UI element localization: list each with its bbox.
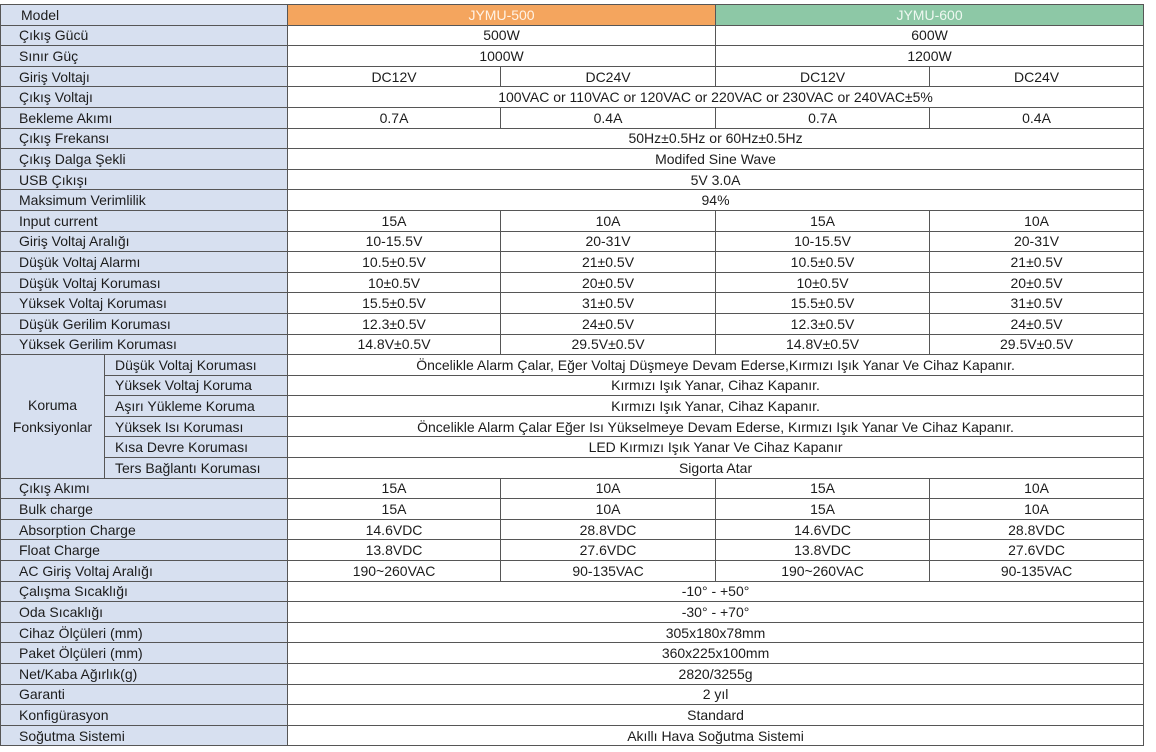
protection-value: Öncelikle Alarm Çalar, Eğer Voltaj Düşmeye Devam Ederse,Kırmızı Işık Yanar Ve Cihaz Kapanır. <box>288 355 1144 376</box>
cell-value: 21±0.5V <box>930 252 1144 273</box>
protection-label: Aşırı Yükleme Koruma <box>105 396 288 417</box>
table-row <box>1 622 1144 643</box>
cell-value: 24±0.5V <box>501 313 716 334</box>
cell-value: 10.5±0.5V <box>288 252 501 273</box>
table-row <box>1 684 1144 705</box>
table-row <box>1 87 1144 108</box>
row-label: Düşük Gerilim Koruması <box>1 313 288 334</box>
cell-value: 10±0.5V <box>716 272 930 293</box>
cell-value: 15A <box>716 499 930 520</box>
header-label: Model <box>1 5 288 26</box>
table-row <box>1 25 1144 46</box>
header-row <box>1 5 1144 26</box>
table-row <box>1 128 1144 149</box>
cell-value: 29.5V±0.5V <box>501 334 716 355</box>
cell-value: 360x225x100mm <box>288 643 1144 664</box>
table-row <box>1 210 1144 231</box>
cell-value: 1000W <box>288 46 716 67</box>
spec-table <box>0 4 1144 746</box>
row-label: Konfigürasyon <box>1 705 288 726</box>
row-label: USB Çıkışı <box>1 169 288 190</box>
cell-value: 27.6VDC <box>501 540 716 561</box>
cell-value: 50Hz±0.5Hz or 60Hz±0.5Hz <box>288 128 1144 149</box>
table-row <box>1 519 1144 540</box>
cell-value: 10A <box>930 499 1144 520</box>
protection-group-line1: Koruma <box>27 397 78 414</box>
cell-value: Standard <box>288 705 1144 726</box>
table-row <box>1 478 1144 499</box>
cell-value: 0.4A <box>930 107 1144 128</box>
row-label: Bulk charge <box>1 499 288 520</box>
cell-value: 305x180x78mm <box>288 622 1144 643</box>
cell-value: 27.6VDC <box>930 540 1144 561</box>
table-row <box>1 705 1144 726</box>
cell-value: 15A <box>716 478 930 499</box>
cell-value: 600W <box>716 25 1144 46</box>
row-label: Input current <box>1 210 288 231</box>
cell-value: 0.7A <box>288 107 501 128</box>
protection-value: Öncelikle Alarm Çalar Eğer Isı Yükselmeye Devam Ederse, Kırmızı Işık Yanar Ve Cihaz Kapanır. <box>288 416 1144 437</box>
cell-value: 21±0.5V <box>501 252 716 273</box>
protection-value: Kırmızı Işık Yanar, Cihaz Kapanır. <box>288 375 1144 396</box>
cell-value: 13.8VDC <box>716 540 930 561</box>
row-label: Paket Ölçüleri (mm) <box>1 643 288 664</box>
row-label: Düşük Voltaj Koruması <box>1 272 288 293</box>
protection-value: Kırmızı Işık Yanar, Cihaz Kapanır. <box>288 396 1144 417</box>
row-label: Soğutma Sistemi <box>1 725 288 746</box>
cell-value: DC24V <box>501 66 716 87</box>
row-label: Giriş Voltaj Aralığı <box>1 231 288 252</box>
cell-value: 20±0.5V <box>930 272 1144 293</box>
table-row <box>1 190 1144 211</box>
protection-row <box>1 396 1144 417</box>
cell-value: 0.7A <box>716 107 930 128</box>
cell-value: 15A <box>288 210 501 231</box>
cell-value: 10A <box>930 210 1144 231</box>
protection-label: Yüksek Isı Koruması <box>105 416 288 437</box>
table-row <box>1 66 1144 87</box>
cell-value: 10A <box>501 210 716 231</box>
protection-label: Düşük Voltaj Koruması <box>105 355 288 376</box>
protection-row <box>1 416 1144 437</box>
row-label: Yüksek Voltaj Koruması <box>1 293 288 314</box>
table-row <box>1 46 1144 67</box>
cell-value: 31±0.5V <box>930 293 1144 314</box>
table-row <box>1 561 1144 582</box>
protection-label: Kısa Devre Koruması <box>105 437 288 458</box>
cell-value: -10° - +50° <box>288 581 1144 602</box>
row-label: Absorption Charge <box>1 519 288 540</box>
cell-value: 10A <box>501 478 716 499</box>
cell-value: 14.8V±0.5V <box>288 334 501 355</box>
cell-value: 12.3±0.5V <box>288 313 501 334</box>
cell-value: 20-31V <box>501 231 716 252</box>
table-row <box>1 499 1144 520</box>
cell-value: 28.8VDC <box>501 519 716 540</box>
cell-value: DC24V <box>930 66 1144 87</box>
cell-value: 15.5±0.5V <box>288 293 501 314</box>
table-row <box>1 169 1144 190</box>
cell-value: 14.8V±0.5V <box>716 334 930 355</box>
cell-value: 10±0.5V <box>288 272 501 293</box>
protection-group-label <box>1 355 105 479</box>
cell-value: 10-15.5V <box>716 231 930 252</box>
cell-value: 500W <box>288 25 716 46</box>
cell-value: 0.4A <box>501 107 716 128</box>
protection-value: LED Kırmızı Işık Yanar Ve Cihaz Kapanır <box>288 437 1144 458</box>
cell-value: 10A <box>501 499 716 520</box>
table-row <box>1 272 1144 293</box>
table-row <box>1 293 1144 314</box>
model-a-header: JYMU-500 <box>288 5 716 26</box>
cell-value: 94% <box>288 190 1144 211</box>
table-row <box>1 581 1144 602</box>
cell-value: 14.6VDC <box>716 519 930 540</box>
cell-value: -30° - +70° <box>288 602 1144 623</box>
cell-value: 100VAC or 110VAC or 120VAC or 220VAC or 230VAC or 240VAC±5% <box>288 87 1144 108</box>
protection-row <box>1 437 1144 458</box>
row-label: Çıkış Akımı <box>1 478 288 499</box>
table-row <box>1 643 1144 664</box>
row-label: Çıkış Voltajı <box>1 87 288 108</box>
cell-value: 20±0.5V <box>501 272 716 293</box>
cell-value: 190~260VAC <box>716 561 930 582</box>
protection-label: Yüksek Voltaj Koruma <box>105 375 288 396</box>
cell-value: 2 yıl <box>288 684 1144 705</box>
cell-value: 24±0.5V <box>930 313 1144 334</box>
row-label: Sınır Güç <box>1 46 288 67</box>
cell-value: 15A <box>288 499 501 520</box>
row-label: Çıkış Frekansı <box>1 128 288 149</box>
row-label: Çalışma Sıcaklığı <box>1 581 288 602</box>
row-label: Garanti <box>1 684 288 705</box>
cell-value: 90-135VAC <box>501 561 716 582</box>
cell-value: 1200W <box>716 46 1144 67</box>
cell-value: 31±0.5V <box>501 293 716 314</box>
cell-value: 10-15.5V <box>288 231 501 252</box>
model-b-header: JYMU-600 <box>716 5 1144 26</box>
row-label: Net/Kaba Ağırlık(g) <box>1 664 288 685</box>
protection-row <box>1 375 1144 396</box>
table-row <box>1 313 1144 334</box>
row-label: AC Giriş Voltaj Aralığı <box>1 561 288 582</box>
cell-value: 13.8VDC <box>288 540 501 561</box>
row-label: Cihaz Ölçüleri (mm) <box>1 622 288 643</box>
table-row <box>1 540 1144 561</box>
cell-value: 15A <box>716 210 930 231</box>
cell-value: Akıllı Hava Soğutma Sistemi <box>288 725 1144 746</box>
row-label: Giriş Voltajı <box>1 66 288 87</box>
table-row <box>1 725 1144 746</box>
table-row <box>1 664 1144 685</box>
row-label: Çıkış Dalga Şekli <box>1 149 288 170</box>
cell-value: 90-135VAC <box>930 561 1144 582</box>
protection-value: Sigorta Atar <box>288 458 1144 479</box>
table-row <box>1 252 1144 273</box>
row-label: Maksimum Verimlilik <box>1 190 288 211</box>
table-row <box>1 334 1144 355</box>
table-row <box>1 149 1144 170</box>
row-label: Bekleme Akımı <box>1 107 288 128</box>
cell-value: 10.5±0.5V <box>716 252 930 273</box>
row-label: Oda Sıcaklığı <box>1 602 288 623</box>
cell-value: 20-31V <box>930 231 1144 252</box>
protection-label: Ters Bağlantı Koruması <box>105 458 288 479</box>
row-label: Düşük Voltaj Alarmı <box>1 252 288 273</box>
cell-value: Modifed Sine Wave <box>288 149 1144 170</box>
row-label: Çıkış Gücü <box>1 25 288 46</box>
protection-group-line2: Fonksiyonlar <box>12 419 93 436</box>
row-label: Float Charge <box>1 540 288 561</box>
cell-value: 15.5±0.5V <box>716 293 930 314</box>
cell-value: 2820/3255g <box>288 664 1144 685</box>
protection-row <box>1 355 1144 376</box>
cell-value: 12.3±0.5V <box>716 313 930 334</box>
cell-value: DC12V <box>288 66 501 87</box>
cell-value: 14.6VDC <box>288 519 501 540</box>
cell-value: 5V 3.0A <box>288 169 1144 190</box>
cell-value: 29.5V±0.5V <box>930 334 1144 355</box>
cell-value: DC12V <box>716 66 930 87</box>
row-label: Yüksek Gerilim Koruması <box>1 334 288 355</box>
cell-value: 10A <box>930 478 1144 499</box>
cell-value: 190~260VAC <box>288 561 501 582</box>
table-row <box>1 107 1144 128</box>
cell-value: 15A <box>288 478 501 499</box>
protection-row <box>1 458 1144 479</box>
table-row <box>1 602 1144 623</box>
cell-value: 28.8VDC <box>930 519 1144 540</box>
table-row <box>1 231 1144 252</box>
